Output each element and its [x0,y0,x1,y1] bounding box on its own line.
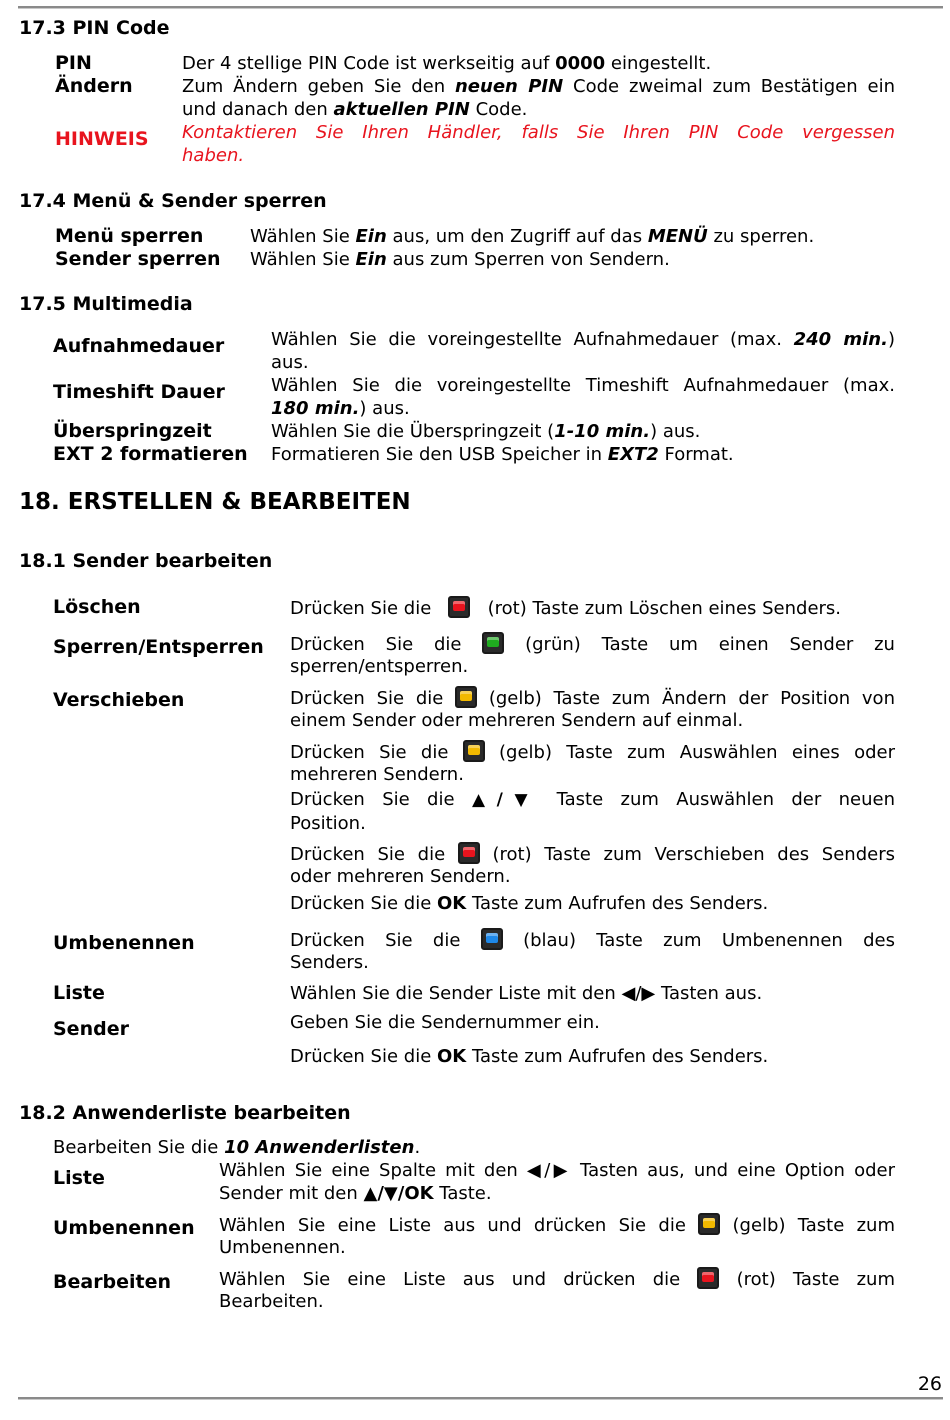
userlist-edit-text-2: Bearbeiten. [219,1291,324,1312]
hint-label: HINWEIS [55,128,149,150]
pin-text: Der 4 stellige PIN Code ist werkseitig auf 0000 eingestellt. [182,53,712,74]
change-label: Ändern [55,75,133,97]
userlist-rename-label: Umbenennen [53,1217,195,1239]
sender-lock-label: Sender sperren [55,248,221,270]
skip-time-label: Überspringzeit [53,420,212,442]
timeshift-text-2: 180 min.) aus. [271,398,410,419]
timeshift-text: Wählen Sie die voreingestellte Timeshift Aufnahmedauer (max. [271,375,895,396]
rec-duration-label: Aufnahmedauer [53,335,225,357]
userlist-intro: Bearbeiten Sie die 10 Anwenderlisten. [53,1137,421,1158]
move-text-4: Drücken Sie die (rot) Taste zum Verschieben des Senders [290,844,895,865]
hint-text-2: haben. [182,145,245,166]
userlist-edit-text: Wählen Sie eine Liste aus und drücken die (rot) Taste zum [219,1269,895,1290]
section-17-4-title: 17.4 Menü & Sender sperren [19,190,327,212]
move-text-2: Drücken Sie die (gelb) Taste zum Auswählen eines oder [290,742,895,763]
change-text-2: und danach den aktuellen PIN Code. [182,99,528,120]
delete-label: Löschen [53,596,141,618]
userlist-edit-label: Bearbeiten [53,1271,172,1293]
yellow-key-icon [455,686,477,708]
move-text-3b: Position. [290,813,366,834]
sender-label: Sender [53,1018,129,1040]
chapter-18-title: 18. ERSTELLEN & BEARBEITEN [19,489,411,515]
userlist-list-text-2: Sender mit den ▲/▼/OK Taste. [219,1183,492,1204]
top-rule [18,6,943,9]
red-key-icon [458,842,480,864]
list-label: Liste [53,982,105,1004]
skip-time-text: Wählen Sie die Überspringzeit (1-10 min.) aus. [271,421,701,442]
menu-lock-label: Menü sperren [55,225,204,247]
move-text-5: Drücken Sie die OK Taste zum Aufrufen des Senders. [290,893,769,914]
list-text: Wählen Sie die Sender Liste mit den ◀/▶ Tasten aus. [290,983,763,1004]
section-18-1-title: 18.1 Sender bearbeiten [19,550,273,572]
ext2-label: EXT 2 formatieren [53,443,248,465]
move-text-3: Drücken Sie die ▲/▼ Taste zum Auswählen der neuen [290,789,896,810]
change-text: Zum Ändern geben Sie den neuen PIN Code zweimal zum Bestätigen ein [182,76,895,97]
section-17-3-title: 17.3 PIN Code [19,17,170,39]
red-key-icon [697,1267,719,1289]
rec-duration-text: Wählen Sie die voreingestellte Aufnahmedauer (max. 240 min.) [271,329,895,350]
move-label: Verschieben [53,689,185,711]
lock-unlock-label: Sperren/Entsperren [53,636,264,658]
sender-text-2: Drücken Sie die OK Taste zum Aufrufen des Senders. [290,1046,769,1067]
move-text-4b: oder mehreren Sendern. [290,866,511,887]
yellow-key-icon [698,1213,720,1235]
menu-lock-text: Wählen Sie Ein aus, um den Zugriff auf das MENÜ zu sperren. [250,226,815,247]
green-key-icon [482,632,504,654]
up-down-arrow-icon: ▲/▼ [471,790,540,810]
page-number: 26 [917,1373,942,1395]
sender-text-1: Geben Sie die Sendernummer ein. [290,1012,600,1033]
userlist-list-label: Liste [53,1167,105,1189]
rename-text-2: Senders. [290,952,369,973]
section-18-2-title: 18.2 Anwenderliste bearbeiten [19,1102,351,1124]
blue-key-icon [481,928,503,950]
ext2-text: Formatieren Sie den USB Speicher in EXT2 Format. [271,444,734,465]
rename-label: Umbenennen [53,932,195,954]
rec-duration-text-2: aus. [271,352,309,373]
pin-label: PIN [55,52,92,74]
userlist-rename-text-2: Umbenennen. [219,1237,346,1258]
bottom-rule [18,1397,943,1400]
userlist-list-text: Wählen Sie eine Spalte mit den ◀/▶ Tasten aus, und eine Option oder [219,1160,895,1181]
move-text-2b: mehreren Sendern. [290,764,464,785]
sender-lock-text: Wählen Sie Ein aus zum Sperren von Sendern. [250,249,670,270]
hint-text: Kontaktieren Sie Ihren Händler, falls Sie Ihren PIN Code vergessen [182,122,895,143]
rename-text: Drücken Sie die (blau) Taste zum Umbenennen des [290,930,895,951]
userlist-rename-text: Wählen Sie eine Liste aus und drücken Sie die (gelb) Taste zum [219,1215,895,1236]
section-17-5-title: 17.5 Multimedia [19,293,193,315]
red-key-icon [448,596,470,618]
timeshift-label: Timeshift Dauer [53,381,225,403]
lock-unlock-text-2: sperren/entsperren. [290,656,469,677]
lock-unlock-text: Drücken Sie die (grün) Taste um einen Sender zu [290,634,895,655]
move-text-1b: einem Sender oder mehreren Sendern auf einmal. [290,710,744,731]
yellow-key-icon [463,740,485,762]
delete-text: Drücken Sie die (rot) Taste zum Löschen eines Senders. [290,598,842,619]
move-text-1: Drücken Sie die (gelb) Taste zum Ändern der Position von [290,688,895,709]
